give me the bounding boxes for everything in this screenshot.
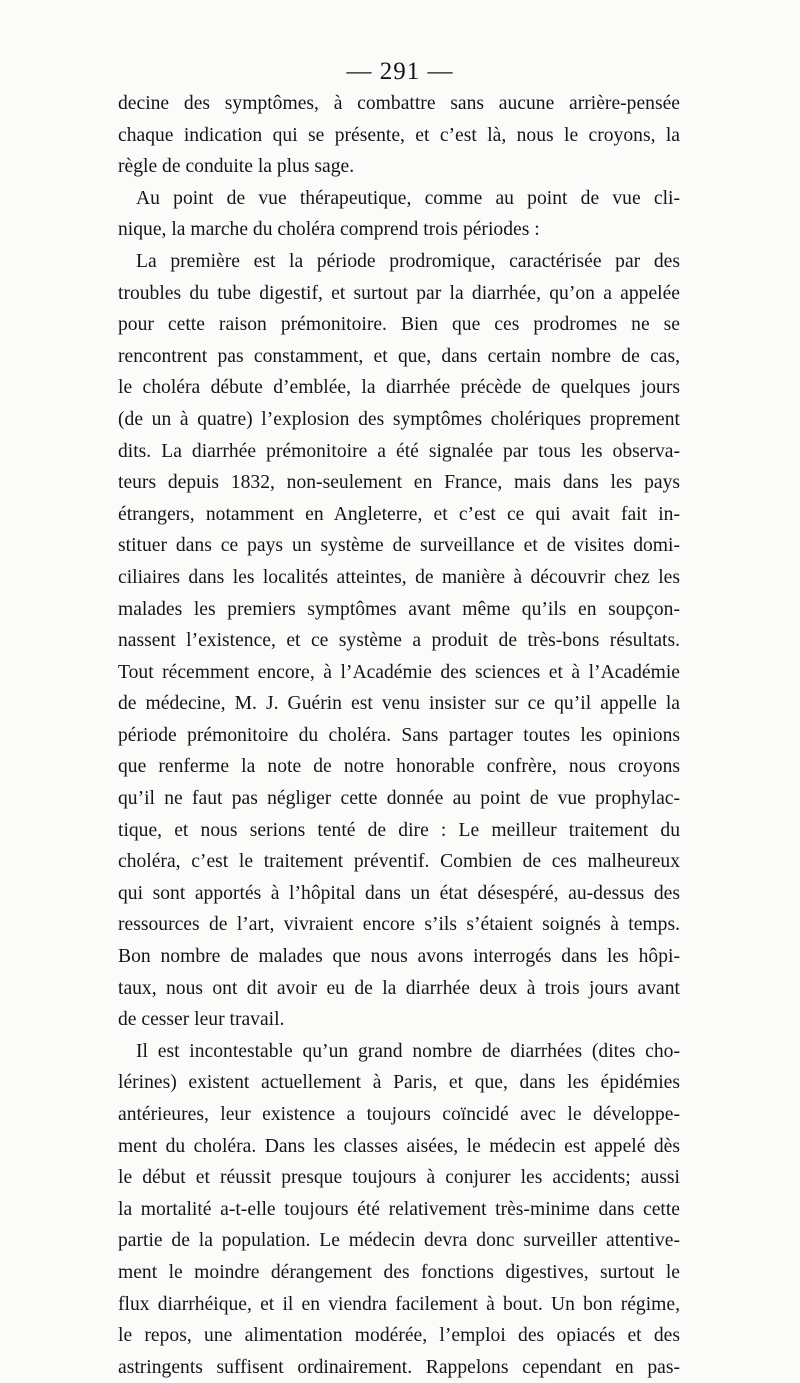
text-line: partie de la population. Le médecin devra donc surveiller attentive- (118, 1230, 680, 1252)
text-line: teurs depuis 1832, non-seulement en France, mais dans les pays (118, 472, 680, 494)
text-line: que renferme la note de notre honorable confrère, nous croyons (118, 756, 680, 778)
text-line: le repos, une alimentation modérée, l’emploi des opiacés et des (118, 1325, 680, 1347)
text-line: pour cette raison prémonitoire. Bien que ces prodromes ne se (118, 314, 680, 336)
text-line: période prémonitoire du choléra. Sans partager toutes les opinions (118, 724, 680, 746)
text-line: Il est incontestable qu’un grand nombre de diarrhées (dites cho- (136, 1040, 680, 1062)
page-number: — 291 — (346, 58, 454, 85)
text-line: le début et réussit presque toujours à conjurer les accidents; aussi (118, 1167, 680, 1189)
text-line: nassent l’existence, et ce système a produit de très-bons résultats. (118, 630, 680, 652)
text-line: rencontrent pas constamment, et que, dans certain nombre de cas, (118, 345, 680, 367)
text-line: stituer dans ce pays un système de surveillance et de visites domi- (118, 535, 680, 557)
text-line: règle de conduite la plus sage. (118, 156, 355, 178)
text-line: La première est la période prodromique, caractérisée par des (136, 250, 680, 272)
text-line: Bon nombre de malades que nous avons interrogés dans les hôpi- (118, 946, 680, 968)
text-line: de médecine, M. J. Guérin est venu insister sur ce qu’il appelle la (118, 693, 680, 715)
text-line: nique, la marche du choléra comprend trois périodes : (118, 219, 540, 241)
text-line: choléra, c’est le traitement préventif. Combien de ces malheureux (118, 851, 680, 873)
text-line: ciliaires dans les localités atteintes, de manière à découvrir chez les (118, 566, 680, 588)
text-line: astringents suffisent ordinairement. Rappelons cependant en pas- (118, 1356, 680, 1378)
text-line: le choléra débute d’emblée, la diarrhée précède de quelques jours (118, 377, 680, 399)
text-line: ment le moindre dérangement des fonctions digestives, surtout le (118, 1261, 680, 1283)
body-text (118, 88, 680, 1383)
text-line: ressources de l’art, vivraient encore s’ils s’étaient soignés à temps. (118, 914, 680, 936)
text-line: decine des symptômes, à combattre sans aucune arrière-pensée (118, 93, 680, 114)
text-line: flux diarrhéique, et il en viendra facilement à bout. Un bon régime, (118, 1293, 680, 1315)
text-line: (de un à quatre) l’explosion des symptômes cholériques proprement (118, 408, 680, 430)
text-line: Au point de vue thérapeutique, comme au point de vue cli- (136, 187, 680, 209)
text-line: qui sont apportés à l’hôpital dans un état désespéré, au-dessus des (118, 882, 680, 904)
text-line: qu’il ne faut pas négliger cette donnée au point de vue prophylac- (118, 788, 680, 810)
text-line: ment du choléra. Dans les classes aisées, le médecin est appelé dès (118, 1135, 680, 1157)
text-line: taux, nous ont dit avoir eu de la diarrhée deux à trois jours avant (118, 977, 680, 999)
text-line: antérieures, leur existence a toujours coïncidé avec le développe- (118, 1104, 680, 1125)
text-line: lérines) existent actuellement à Paris, et que, dans les épidémies (118, 1072, 680, 1094)
text-line: malades les premiers symptômes avant même qu’ils en soupçon- (118, 598, 680, 620)
text-line: tique, et nous serions tenté de dire : Le meilleur traitement du (118, 819, 680, 841)
text-line: dits. La diarrhée prémonitoire a été signalée par tous les observa- (118, 440, 680, 462)
text-line: Tout récemment encore, à l’Académie des sciences et à l’Académie (118, 661, 680, 683)
text-line: troubles du tube digestif, et surtout par la diarrhée, qu’on a appelée (118, 282, 680, 304)
text-line: chaque indication qui se présente, et c’est là, nous le croyons, la (118, 124, 680, 146)
text-line: la mortalité a-t-elle toujours été relativement très-minime dans cette (118, 1198, 680, 1220)
text-line: de cesser leur travail. (118, 1009, 285, 1031)
text-line: étrangers, notamment en Angleterre, et c’est ce qui avait fait in- (118, 503, 680, 525)
